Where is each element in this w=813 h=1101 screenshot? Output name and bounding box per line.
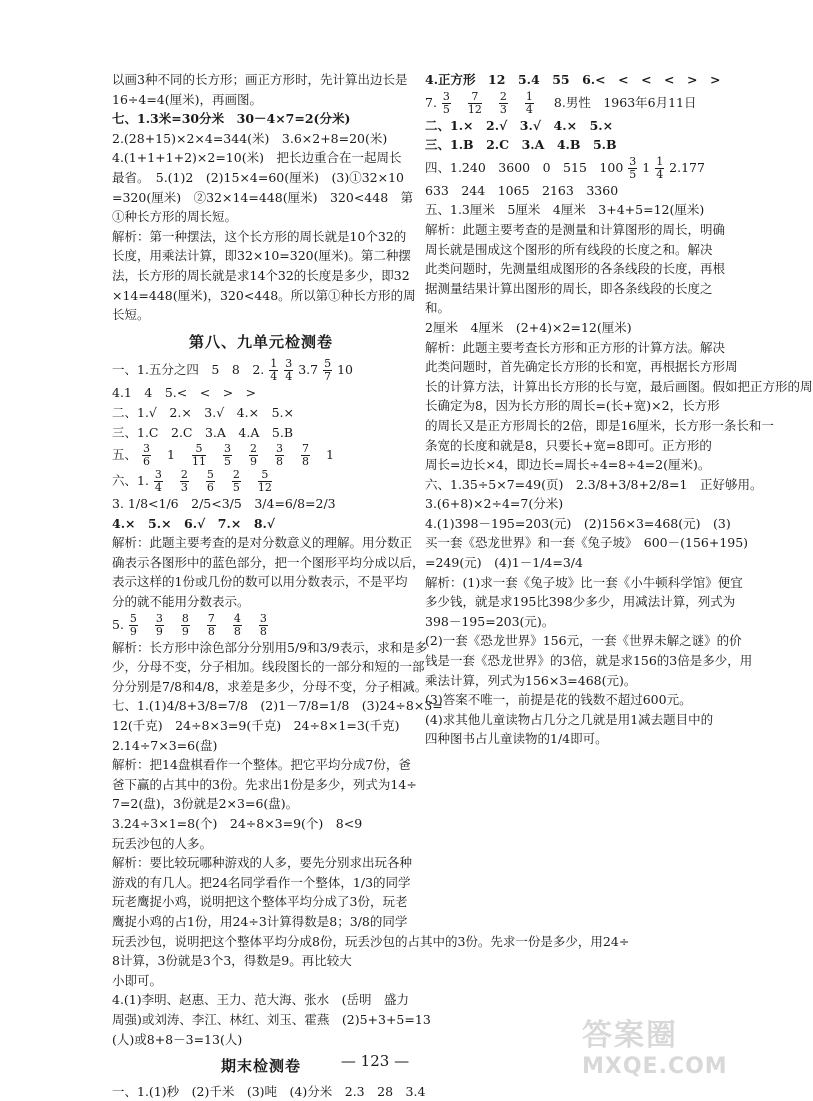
numerator: 3: [629, 154, 637, 168]
answer-line: 633 244 1065 2163 3360: [425, 182, 619, 198]
numerator: 2: [180, 468, 188, 482]
numerator: 7: [301, 442, 309, 456]
fraction: [258, 469, 272, 494]
answer-line: [425, 90, 725, 116]
numerator: 7: [468, 91, 482, 104]
fraction: [284, 358, 293, 383]
analysis-line: ×14=448(厘米)，320<448。所以第①种长方形的周: [112, 287, 416, 303]
answer-line: 3.(6+8)×2÷4=7(分米): [425, 496, 564, 512]
analysis-line: 长度，用乘法计算，即32×10=320(厘米)。第二种摆: [112, 248, 411, 264]
answer-line: 3.24÷3×1=8(个) 24÷8×3=9(个) 8<9: [112, 816, 363, 831]
answer-line: [112, 357, 410, 383]
denominator: 4: [525, 102, 533, 116]
analysis-line: 条宽的长度和就是8，只要长+宽=8即可。正方形的: [425, 437, 712, 453]
fraction: [442, 91, 451, 116]
denominator: 7: [324, 370, 332, 384]
number: 1: [167, 447, 175, 463]
answer-line: 4.(1)398－195=203(元) (2)156×3=468(元) (3): [425, 515, 731, 531]
answer-text: 3.: [112, 496, 124, 512]
analysis-line: 爸下赢的占其中的3份。先求出1份是多少，列式为14÷: [112, 776, 417, 792]
watermark-url: MXQE.COM: [582, 1054, 728, 1079]
answer-line: 4.(1+1+1+2)×2=10(米) 把长边重合在一起周长: [112, 150, 402, 166]
answer-line: 二、1.√ 2.× 3.√ 4.× 5.×: [112, 404, 294, 420]
denominator: 6: [143, 455, 150, 469]
analysis-line: 分的就不能用分数表示。: [112, 594, 250, 610]
analysis-line: 解析：要比较玩哪种游戏的人多，要先分别求出玩各种: [112, 855, 413, 871]
analysis-line: 四种图书占儿童读物的1/4即可。: [425, 731, 608, 747]
numerator: 3: [155, 611, 163, 625]
answer-line: 三、1.B 2.C 3.A 4.B 5.B: [425, 137, 617, 153]
answer-line: 2.14÷7×3=6(盘): [112, 737, 218, 753]
denominator: 8: [259, 624, 267, 638]
fraction: [233, 613, 242, 638]
fraction: [525, 91, 534, 116]
denominator: 6: [206, 481, 214, 495]
answer-line: =320(厘米) ②32×14=448(厘米) 320<448 第: [112, 189, 414, 205]
answer-line: [112, 468, 410, 494]
analysis-line: 少，分母不变，分子相加。线段图长的一部分和短的一部: [112, 659, 425, 675]
answer-text: 1: [642, 159, 651, 175]
denominator: 8: [301, 455, 309, 469]
answer-text: 2.177: [669, 159, 705, 175]
fraction: [655, 156, 664, 181]
analysis-line: 小即可。: [112, 972, 163, 988]
fraction: [155, 613, 164, 638]
analysis-line: 确表示各图形中的蓝色部分，把一个图形平均分成以后，: [112, 554, 425, 570]
answer-text: 一、1.五分之四 5 8 2.: [112, 362, 265, 378]
section-heading: 第八、九单元检测卷: [188, 332, 333, 351]
denominator: 9: [155, 624, 163, 638]
fraction: [275, 443, 284, 468]
analysis-line: 解析：此题主要考查长方形和正方形的计算方法。解决: [425, 339, 726, 355]
numerator: 5: [129, 611, 137, 625]
analysis-line: 和。: [425, 300, 451, 316]
fraction: [259, 613, 268, 638]
fraction: [269, 358, 278, 383]
numerator: 2: [232, 468, 240, 482]
answer-line: 三、1.C 2.C 3.A 4.A 5.B: [112, 424, 294, 440]
numerator: 2: [499, 89, 507, 103]
answer-line: 2.(28+15)×2×4=344(米) 3.6×2+8=20(米): [112, 130, 388, 146]
answer-text: 五、: [112, 447, 138, 463]
analysis-line: 玩老鹰捉小鸡，说明把这个整体平均分成了3份，玩老: [112, 894, 408, 910]
answer-line: [112, 442, 410, 468]
page-number: — 123 —: [340, 1052, 410, 1070]
answer-line: =249(元) (4)1－1/4=3/4: [425, 555, 583, 571]
answer-line: 玩丢沙包的人多。: [112, 835, 213, 851]
text-line: 16÷4=4(厘米)，再画图。: [112, 91, 263, 107]
answer-line: (人)或8+8－3=13(人): [112, 1031, 243, 1047]
answer-text: 3.7: [298, 362, 319, 378]
fraction: [206, 469, 215, 494]
analysis-line: 解析：此题主要考查的是测量和计算图形的周长，明确: [425, 221, 726, 237]
answer-line: 12(千克) 24÷8×3=9(千克) 24÷8×1=3(千克): [112, 718, 400, 734]
analysis-line: 乘法计算，列式为156×3=468(元)。: [425, 672, 637, 688]
fraction: [129, 613, 138, 638]
analysis-line: 游戏的有几人。把24名同学看作一个整体，1/3的同学: [112, 874, 411, 890]
number: 1: [325, 447, 334, 463]
answer-line: 4.(1)李明、赵惠、王力、范大海、张水 (岳明 盛力: [112, 992, 410, 1008]
answer-line: [112, 612, 410, 638]
analysis-line: 表示这样的1份或几份的数可以用分数表示，不是平均: [112, 574, 408, 590]
analysis-line: 此类问题时，首先确定长方形的长和宽，再根据长方形周: [425, 359, 738, 375]
analysis-line: 钱是一套《恐龙世界》的3倍，就是求156的3倍是多少，用: [425, 653, 753, 669]
numerator: 2: [249, 442, 257, 456]
denominator: 5: [232, 481, 240, 495]
analysis-line: 解析：把14盘棋看作一个整体。把它平均分成7份，爸: [112, 757, 411, 773]
analysis-line: 分分别是7/8和4/8，求差是多少，分母不变，分子相减。: [112, 678, 428, 694]
denominator: 12: [467, 102, 482, 116]
watermark-logo-text: 答案圈: [582, 1018, 678, 1053]
denominator: 5: [442, 102, 450, 116]
answer-line: 4.× 5.× 6.√ 7.× 8.√: [112, 515, 276, 531]
numerator: 5: [324, 357, 332, 371]
answer-line: 五、1.3厘米 5厘米 4厘米 3+4+5=12(厘米): [425, 202, 705, 218]
fraction: [323, 358, 332, 383]
analysis-line: (4)求其他儿童读物占几分之几就是用1减去题目中的: [425, 711, 714, 727]
denominator: 4: [154, 481, 162, 495]
numerator: 5: [192, 443, 206, 456]
numerator: 7: [207, 611, 215, 625]
answer-text: 5.: [112, 616, 124, 632]
answer-line: 七、1.3米=30分米 30－4×7=2(分米): [112, 111, 351, 127]
analysis-line: 8计算，3份就是3个3，得数是9。再比较大: [112, 953, 352, 969]
answer-text: 六、1.: [112, 473, 149, 489]
denominator: 3: [180, 481, 188, 495]
top-faint-mark: [112, 4, 312, 18]
denominator: 4: [656, 167, 664, 181]
answer-text: 7.: [425, 94, 437, 110]
right-column: [425, 70, 813, 749]
fraction: [249, 443, 258, 468]
answer-line: 买一套《恐龙世界》和一套《兔子坡》 600－(156+195): [425, 535, 749, 551]
denominator: 9: [181, 624, 189, 638]
analysis-line: 解析：此题主要考查的是对分数意义的理解。用分数正: [112, 535, 413, 551]
numerator: 3: [223, 442, 231, 456]
fraction-row: [441, 89, 550, 116]
analysis-line: 鹰捉小鸡的占1份，用24÷3计算得数是8；3/8的同学: [112, 913, 408, 929]
analysis-line: 周长=边长×4，即边长=周长÷4=8÷4=2(厘米)。: [425, 457, 711, 473]
analysis-line: 法，长方形的周长就是求14个32的长度是多少，即32: [112, 267, 410, 283]
numerator: 1: [525, 89, 533, 103]
watermark-logo: [582, 1010, 732, 1085]
analysis-line: 据测量结果计算出图形的周长，即各条线段的长度之: [425, 280, 713, 296]
analysis-line: 周长就是围成这个图形的所有线段的长度之和。解决: [425, 241, 713, 257]
numerator: 3: [285, 357, 293, 371]
denominator: 9: [129, 624, 137, 638]
fraction: [468, 91, 482, 116]
denominator: 9: [249, 455, 257, 469]
fraction: [192, 443, 206, 468]
answer-text: 8.男性 1963年6月11日: [553, 94, 697, 110]
numerator: 5: [206, 468, 214, 482]
fraction-row: [153, 468, 288, 495]
answer-line: [112, 494, 410, 514]
numerator: 3: [154, 468, 162, 482]
answer-line: 4.正方形 12 5.4 55 6.< < < < > >: [425, 72, 721, 87]
numerator: 1: [656, 154, 664, 168]
analysis-line: (2)一套《恐龙世界》156元，一套《世界未解之谜》的价: [425, 633, 742, 649]
numerator: 3: [442, 89, 450, 103]
numerator: 3: [275, 442, 283, 456]
denominator: 5: [629, 167, 637, 181]
answer-text: 1/8<1/6 2/5<3/5 3/4=6/8=2/3: [127, 496, 336, 512]
denominator: 8: [233, 624, 241, 638]
numerator: 3: [259, 611, 267, 625]
analysis-line: (3)答案不唯一，前提是花的钱数不超过600元。: [425, 692, 692, 708]
answer-line: ①种长方形的周长短。: [112, 209, 238, 225]
denominator: 4: [285, 370, 293, 384]
analysis-line: 解析：(1)求一套《兔子坡》比一套《小牛顿科学馆》便宜: [425, 574, 743, 590]
analysis-line: 多少钱，就是求195比398少多少，用减法计算，列式为: [425, 594, 736, 610]
answer-line: 最省。 5.(1)2 (2)15×4=60(厘米) (3)①32×10: [112, 169, 404, 185]
fraction: [180, 469, 189, 494]
analysis-line: 长确定为8，因为长方形的周长=(长+宽)×2，长方形: [425, 398, 720, 414]
numerator: 4: [233, 611, 241, 625]
text-line: 以画3种不同的长方形；画正方形时，先计算出边长是: [112, 72, 408, 87]
answer-line: 二、1.× 2.√ 3.√ 4.× 5.×: [425, 117, 614, 133]
answer-text: 10: [337, 362, 353, 378]
denominator: 4: [270, 370, 278, 384]
numerator: 1: [270, 357, 278, 371]
fraction-row: [128, 611, 284, 638]
analysis-line: 398－195=203(元)。: [425, 613, 555, 629]
analysis-line: 玩丢沙包，说明把这个整体平均分成8份，玩丢沙包的占其中的3份。先求一份是多少，用24÷: [112, 933, 630, 949]
denominator: 8: [207, 624, 215, 638]
analysis-line: 的周长又是正方形周长的2倍，即是16厘米，长方形一条长和一: [425, 417, 774, 433]
analysis-line: 长的计算方法，计算出长方形的长与宽，最后画图。假如把正方形的周: [425, 378, 813, 394]
section-heading: 期末检测卷: [220, 1057, 301, 1076]
fraction: [499, 91, 508, 116]
answer-line: 4.1 4 5.< < > >: [112, 385, 257, 401]
denominator: 8: [275, 455, 283, 469]
analysis-line: 解析：第一种摆法，这个长方形的周长就是10个32的: [112, 228, 407, 244]
numerator: 8: [181, 611, 189, 625]
numerator: 3: [143, 442, 150, 456]
fraction: [223, 443, 232, 468]
analysis-line: 长短。: [112, 307, 150, 323]
analysis-line: 此类问题时，先测量组成图形的各条线段的长度，再根: [425, 261, 726, 277]
answer-line: [425, 155, 725, 181]
analysis-line: 7=2(盘)，3份就是2×3=6(盘)。: [112, 796, 299, 812]
answer-line: 一、1.(1)秒 (2)千米 (3)吨 (4)分米 2.3 28 3.4: [112, 1083, 426, 1099]
numerator: 5: [258, 469, 272, 482]
fraction: [207, 613, 216, 638]
fraction: [301, 443, 310, 468]
denominator: 3: [499, 102, 507, 116]
answer-line: 六、1.35÷5×7=49(页) 2.3/8+3/8+2/8=1 正好够用。: [425, 476, 763, 492]
fraction-row: [141, 442, 350, 469]
fraction: [232, 469, 241, 494]
denominator: 12: [257, 481, 272, 495]
answer-line: 2厘米 4厘米 (2+4)×2=12(厘米): [425, 319, 632, 335]
fraction: [142, 443, 151, 468]
answer-line: 七、1.(1)4/8+3/8=7/8 (2)1－7/8=1/8 (3)24÷8×3=: [112, 698, 443, 714]
answer-line: 周强)或刘涛、李江、林红、刘玉、霍燕 (2)5+3+5=13: [112, 1011, 431, 1027]
fraction: [181, 613, 190, 638]
denominator: 11: [191, 455, 206, 469]
denominator: 5: [223, 455, 231, 469]
fraction: [628, 156, 637, 181]
answer-text: 四、1.240 3600 0 515 100: [425, 159, 624, 175]
analysis-line: 解析：长方形中涂色部分分别用5/9和3/9表示，求和是多: [112, 639, 428, 655]
fraction: [154, 469, 163, 494]
